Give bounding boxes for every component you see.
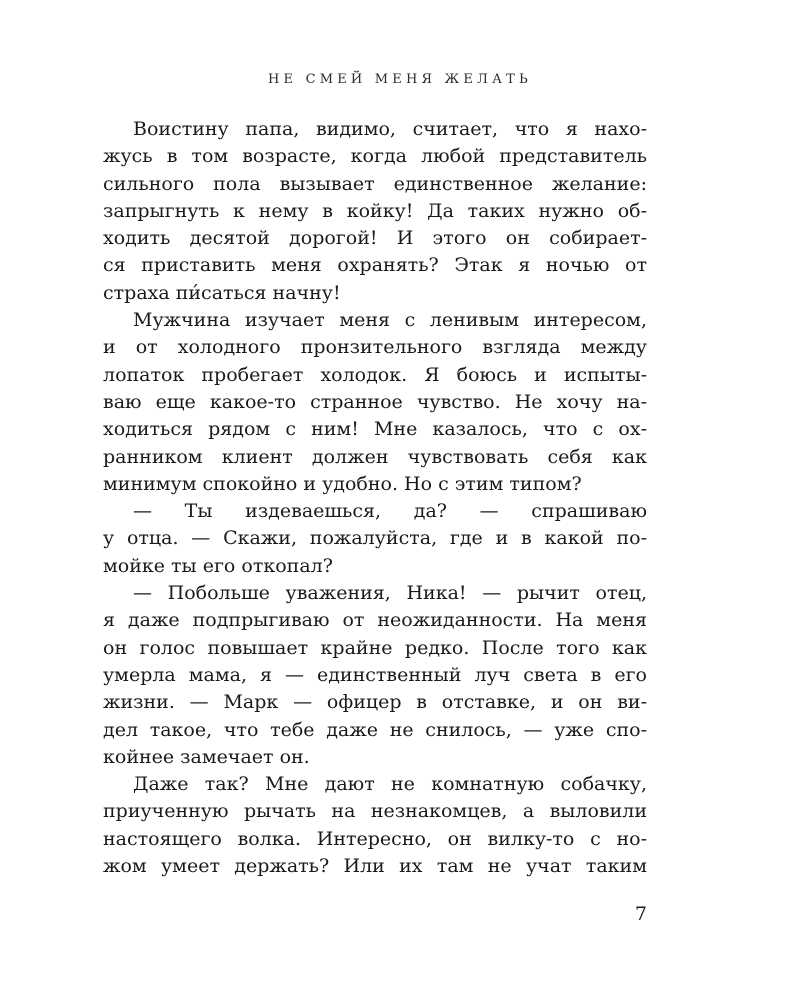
text-line: ваю еще какое-то странное чувство. Не хочу на- bbox=[103, 390, 647, 413]
paragraph bbox=[103, 116, 647, 307]
text-line: он голос повышает крайне редко. После того как bbox=[103, 636, 647, 659]
text-line: Мужчина изучает меня с ленивым интересом, bbox=[133, 309, 647, 332]
text-line: — Ты издеваешься, да? — спрашиваю bbox=[133, 500, 647, 523]
text-line: койнее замечает он. bbox=[103, 745, 310, 768]
text-line: дел такое, что тебе даже не снилось, — уже спо- bbox=[103, 718, 647, 741]
text-line: сильного пола вызывает единственное желание: bbox=[103, 172, 647, 195]
text-line: ходить десятой дорогой! И этого он собирает- bbox=[103, 227, 647, 250]
text-line: запрыгнуть к нему в койку! Да таких нужно об- bbox=[103, 199, 647, 222]
text-line: приученную рычать на незнакомцев, а выловили bbox=[103, 800, 647, 823]
text-line: Даже так? Мне дают не комнатную собачку, bbox=[133, 773, 647, 796]
text-line: я даже подпрыгиваю от неожиданности. На меня bbox=[103, 609, 647, 632]
text-line: Воистину папа, видимо, считает, что я нахо- bbox=[133, 118, 647, 140]
text-line: страха пи́саться начну! bbox=[103, 281, 341, 304]
text-line: умерла мама, я — единственный луч света в его bbox=[103, 663, 647, 686]
running-head: НЕ СМЕЙ МЕНЯ ЖЕЛАТЬ bbox=[268, 72, 532, 87]
text-line: настоящего волка. Интересно, он вилку-то с но- bbox=[103, 827, 647, 850]
text-line: лопаток пробегает холодок. Я боюсь и испыты- bbox=[103, 363, 647, 386]
text-line: и от холодного пронзительного взгляда между bbox=[103, 336, 647, 359]
text-line: у отца. — Скажи, пожалуйста, где и в какой по- bbox=[103, 527, 647, 550]
text-line: — Побольше уважения, Ника! — рычит отец, bbox=[133, 582, 647, 605]
text-line: ходиться рядом с ним! Мне казалось, что с ох- bbox=[103, 418, 647, 441]
page-number: 7 bbox=[634, 903, 647, 925]
text-line: мойке ты его откопал? bbox=[103, 554, 333, 577]
paragraph bbox=[103, 580, 647, 771]
text-line: минимум спокойно и удобно. Но с этим типом? bbox=[103, 472, 582, 495]
paragraph bbox=[103, 307, 647, 498]
paragraph bbox=[103, 771, 647, 880]
body-text bbox=[103, 116, 647, 880]
text-line: жом умеет держать? Или их там не учат таким bbox=[103, 855, 647, 878]
text-line: жизни. — Марк — офицер в отставке, и он ви- bbox=[103, 691, 647, 714]
text-line: ся приставить меня охранять? Этак я ночью от bbox=[103, 254, 647, 277]
text-line: жусь в том возрасте, когда любой представитель bbox=[103, 145, 647, 168]
text-line: ранником клиент должен чувствовать себя как bbox=[103, 445, 647, 468]
paragraph bbox=[103, 498, 647, 580]
